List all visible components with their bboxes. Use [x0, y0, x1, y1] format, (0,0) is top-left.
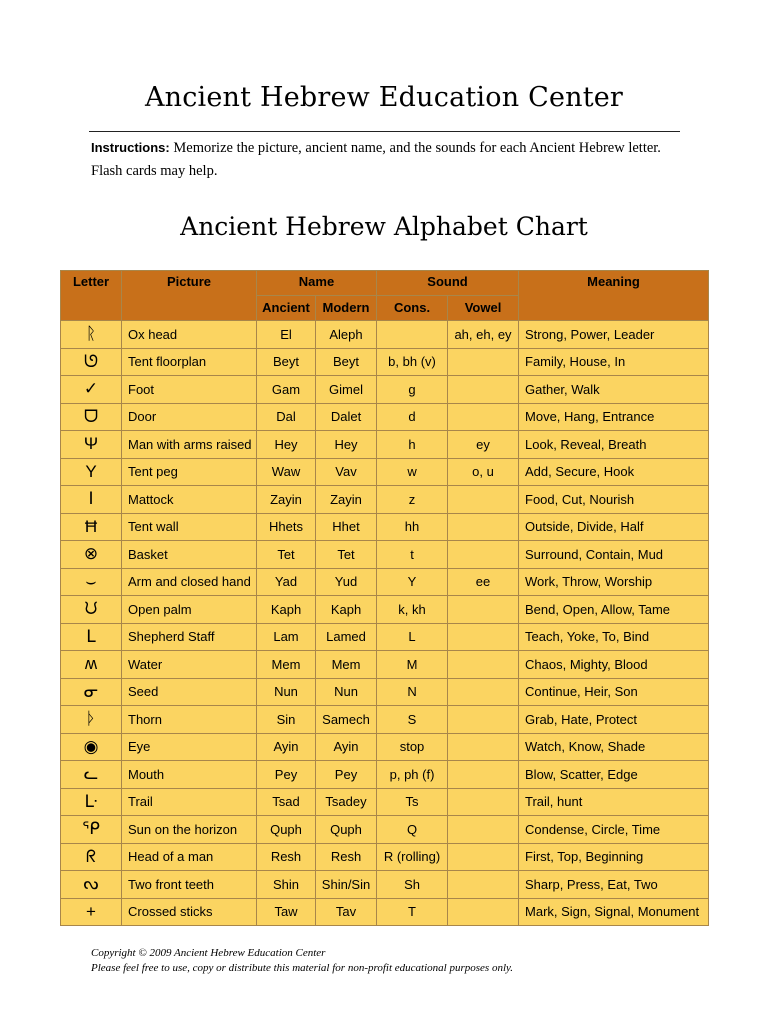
copyright-text: Copyright © 2009 Ancient Hebrew Education Center [91, 947, 326, 959]
letter-glyph: ᔓ [61, 871, 122, 899]
table-row [61, 678, 709, 706]
picture-cell: Eye [122, 733, 257, 761]
meaning-cell: Look, Reveal, Breath [519, 431, 709, 459]
vowel-sound-cell [448, 348, 519, 376]
ancient-name-cell: Tsad [257, 788, 316, 816]
meaning-cell: Surround, Contain, Mud [519, 541, 709, 569]
meaning-cell: Food, Cut, Nourish [519, 486, 709, 514]
vowel-sound-cell: ah, eh, ey [448, 321, 519, 349]
table-row [61, 596, 709, 624]
table-header [61, 271, 709, 321]
meaning-cell: Sharp, Press, Eat, Two [519, 871, 709, 899]
picture-cell: Arm and closed hand [122, 568, 257, 596]
instructions [91, 136, 671, 183]
picture-cell: Two front teeth [122, 871, 257, 899]
vowel-sound-cell [448, 843, 519, 871]
picture-cell: Water [122, 651, 257, 679]
modern-name-cell: Shin/Sin [316, 871, 377, 899]
vowel-sound-cell [448, 403, 519, 431]
instructions-label: Instructions: [91, 140, 170, 155]
ancient-name-cell: Shin [257, 871, 316, 899]
meaning-cell: Teach, Yoke, To, Bind [519, 623, 709, 651]
table-row [61, 513, 709, 541]
table-row [61, 623, 709, 651]
consonant-sound-cell: w [377, 458, 448, 486]
alphabet-table [60, 270, 709, 926]
picture-cell: Sun on the horizon [122, 816, 257, 844]
meaning-cell: Condense, Circle, Time [519, 816, 709, 844]
meaning-cell: Move, Hang, Entrance [519, 403, 709, 431]
meaning-cell: Work, Throw, Worship [519, 568, 709, 596]
consonant-sound-cell: h [377, 431, 448, 459]
modern-name-cell: Resh [316, 843, 377, 871]
picture-cell: Tent wall [122, 513, 257, 541]
table-row [61, 816, 709, 844]
modern-name-cell: Vav [316, 458, 377, 486]
vowel-sound-cell: ey [448, 431, 519, 459]
consonant-sound-cell: hh [377, 513, 448, 541]
vowel-sound-cell [448, 651, 519, 679]
picture-cell: Thorn [122, 706, 257, 734]
letter-glyph: Y [61, 458, 122, 486]
consonant-sound-cell: z [377, 486, 448, 514]
letter-glyph: ᙀ [61, 596, 122, 624]
letter-glyph: Ⅰ [61, 486, 122, 514]
vowel-sound-cell [448, 871, 519, 899]
consonant-sound-cell: k, kh [377, 596, 448, 624]
consonant-sound-cell: g [377, 376, 448, 404]
consonant-sound-cell: stop [377, 733, 448, 761]
picture-cell: Mattock [122, 486, 257, 514]
table-row [61, 568, 709, 596]
ancient-name-cell: Nun [257, 678, 316, 706]
letter-glyph: ᖇ [61, 843, 122, 871]
consonant-sound-cell [377, 321, 448, 349]
letter-glyph: ◉ [61, 733, 122, 761]
table-row [61, 761, 709, 789]
meaning-cell: Grab, Hate, Protect [519, 706, 709, 734]
consonant-sound-cell: R (rolling) [377, 843, 448, 871]
meaning-cell: Mark, Sign, Signal, Monument [519, 898, 709, 926]
modern-name-cell: Quph [316, 816, 377, 844]
modern-name-cell: Samech [316, 706, 377, 734]
ancient-name-cell: Taw [257, 898, 316, 926]
ancient-name-cell: Resh [257, 843, 316, 871]
meaning-cell: Strong, Power, Leader [519, 321, 709, 349]
consonant-sound-cell: T [377, 898, 448, 926]
table-row [61, 651, 709, 679]
vowel-sound-cell [448, 678, 519, 706]
vowel-sound-cell [448, 376, 519, 404]
letter-glyph: ⊗ [61, 541, 122, 569]
picture-cell: Trail [122, 788, 257, 816]
letter-glyph: ⌣ [61, 568, 122, 596]
ancient-name-cell: Tet [257, 541, 316, 569]
modern-name-cell: Mem [316, 651, 377, 679]
picture-cell: Ox head [122, 321, 257, 349]
letter-glyph: ᕿ [61, 816, 122, 844]
letter-glyph: ᓚ [61, 761, 122, 789]
page-title: Ancient Hebrew Education Center [144, 82, 624, 113]
consonant-sound-cell: L [377, 623, 448, 651]
meaning-cell: Outside, Divide, Half [519, 513, 709, 541]
vowel-sound-cell [448, 596, 519, 624]
chart-title: Ancient Hebrew Alphabet Chart [180, 212, 588, 241]
vowel-sound-cell [448, 788, 519, 816]
consonant-sound-cell: S [377, 706, 448, 734]
modern-name-cell: Nun [316, 678, 377, 706]
picture-cell: Crossed sticks [122, 898, 257, 926]
consonant-sound-cell: b, bh (v) [377, 348, 448, 376]
table-body [61, 321, 709, 926]
consonant-sound-cell: p, ph (f) [377, 761, 448, 789]
modern-name-cell: Gimel [316, 376, 377, 404]
table-row [61, 348, 709, 376]
header-vowel: Vowel [448, 296, 519, 321]
header-meaning: Meaning [519, 271, 709, 321]
table-row [61, 898, 709, 926]
letter-glyph: ᒷ [61, 788, 122, 816]
modern-name-cell: Hey [316, 431, 377, 459]
vowel-sound-cell [448, 706, 519, 734]
table-row [61, 376, 709, 404]
letter-glyph: ᘎ [61, 348, 122, 376]
table-row [61, 788, 709, 816]
ancient-name-cell: Hhets [257, 513, 316, 541]
header-name: Name [257, 271, 377, 296]
consonant-sound-cell: Y [377, 568, 448, 596]
table-row [61, 458, 709, 486]
picture-cell: Head of a man [122, 843, 257, 871]
table-row [61, 541, 709, 569]
header-modern: Modern [316, 296, 377, 321]
modern-name-cell: Kaph [316, 596, 377, 624]
ancient-name-cell: Sin [257, 706, 316, 734]
table-row [61, 843, 709, 871]
modern-name-cell: Tet [316, 541, 377, 569]
ancient-name-cell: Quph [257, 816, 316, 844]
picture-cell: Basket [122, 541, 257, 569]
consonant-sound-cell: Q [377, 816, 448, 844]
meaning-cell: Gather, Walk [519, 376, 709, 404]
table-row [61, 706, 709, 734]
ancient-name-cell: Lam [257, 623, 316, 651]
letter-glyph: Ħ [61, 513, 122, 541]
consonant-sound-cell: Sh [377, 871, 448, 899]
picture-cell: Foot [122, 376, 257, 404]
letter-glyph: ᒪ [61, 623, 122, 651]
header-ancient: Ancient [257, 296, 316, 321]
modern-name-cell: Zayin [316, 486, 377, 514]
consonant-sound-cell: N [377, 678, 448, 706]
header-picture: Picture [122, 271, 257, 321]
letter-glyph: ʍ [61, 651, 122, 679]
letter-glyph: ᚦ [61, 706, 122, 734]
ancient-name-cell: Zayin [257, 486, 316, 514]
meaning-cell: Trail, hunt [519, 788, 709, 816]
modern-name-cell: Aleph [316, 321, 377, 349]
meaning-cell: Chaos, Mighty, Blood [519, 651, 709, 679]
vowel-sound-cell [448, 898, 519, 926]
vowel-sound-cell [448, 733, 519, 761]
ancient-name-cell: Kaph [257, 596, 316, 624]
modern-name-cell: Tav [316, 898, 377, 926]
picture-cell: Open palm [122, 596, 257, 624]
meaning-cell: Blow, Scatter, Edge [519, 761, 709, 789]
meaning-cell: Continue, Heir, Son [519, 678, 709, 706]
table-row [61, 871, 709, 899]
vowel-sound-cell [448, 513, 519, 541]
modern-name-cell: Pey [316, 761, 377, 789]
table-row [61, 321, 709, 349]
vowel-sound-cell [448, 816, 519, 844]
modern-name-cell: Tsadey [316, 788, 377, 816]
ancient-name-cell: Ayin [257, 733, 316, 761]
consonant-sound-cell: d [377, 403, 448, 431]
picture-cell: Mouth [122, 761, 257, 789]
header-letter: Letter [61, 271, 122, 321]
table-row [61, 431, 709, 459]
footer [91, 946, 513, 976]
vowel-sound-cell [448, 541, 519, 569]
meaning-cell: Family, House, In [519, 348, 709, 376]
instructions-text: Memorize the picture, ancient name, and the sounds for each Ancient Hebrew letter. Flash cards may help. [91, 140, 661, 179]
vowel-sound-cell: o, u [448, 458, 519, 486]
picture-cell: Seed [122, 678, 257, 706]
consonant-sound-cell: M [377, 651, 448, 679]
picture-cell: Man with arms raised [122, 431, 257, 459]
table-row [61, 733, 709, 761]
letter-glyph: ᚱ [61, 321, 122, 349]
picture-cell: Door [122, 403, 257, 431]
meaning-cell: Add, Secure, Hook [519, 458, 709, 486]
letter-glyph: ᓂ [61, 678, 122, 706]
ancient-name-cell: Hey [257, 431, 316, 459]
picture-cell: Tent peg [122, 458, 257, 486]
letter-glyph: + [61, 898, 122, 926]
header-cons: Cons. [377, 296, 448, 321]
table-row [61, 403, 709, 431]
ancient-name-cell: El [257, 321, 316, 349]
picture-cell: Shepherd Staff [122, 623, 257, 651]
ancient-name-cell: Beyt [257, 348, 316, 376]
modern-name-cell: Ayin [316, 733, 377, 761]
meaning-cell: Watch, Know, Shade [519, 733, 709, 761]
table-row [61, 486, 709, 514]
letter-glyph: Ψ [61, 431, 122, 459]
letter-glyph: ✓ [61, 376, 122, 404]
modern-name-cell: Dalet [316, 403, 377, 431]
consonant-sound-cell: Ts [377, 788, 448, 816]
title-divider [89, 131, 680, 132]
vowel-sound-cell: ee [448, 568, 519, 596]
ancient-name-cell: Pey [257, 761, 316, 789]
modern-name-cell: Hhet [316, 513, 377, 541]
ancient-name-cell: Gam [257, 376, 316, 404]
header-sound: Sound [377, 271, 519, 296]
ancient-name-cell: Dal [257, 403, 316, 431]
picture-cell: Tent floorplan [122, 348, 257, 376]
usage-notice: Please feel free to use, copy or distribute this material for non-profit educational purposes only. [91, 962, 514, 974]
modern-name-cell: Beyt [316, 348, 377, 376]
ancient-name-cell: Waw [257, 458, 316, 486]
vowel-sound-cell [448, 761, 519, 789]
meaning-cell: First, Top, Beginning [519, 843, 709, 871]
letter-glyph: ᗜ [61, 403, 122, 431]
ancient-name-cell: Mem [257, 651, 316, 679]
modern-name-cell: Lamed [316, 623, 377, 651]
ancient-name-cell: Yad [257, 568, 316, 596]
vowel-sound-cell [448, 623, 519, 651]
modern-name-cell: Yud [316, 568, 377, 596]
consonant-sound-cell: t [377, 541, 448, 569]
meaning-cell: Bend, Open, Allow, Tame [519, 596, 709, 624]
vowel-sound-cell [448, 486, 519, 514]
